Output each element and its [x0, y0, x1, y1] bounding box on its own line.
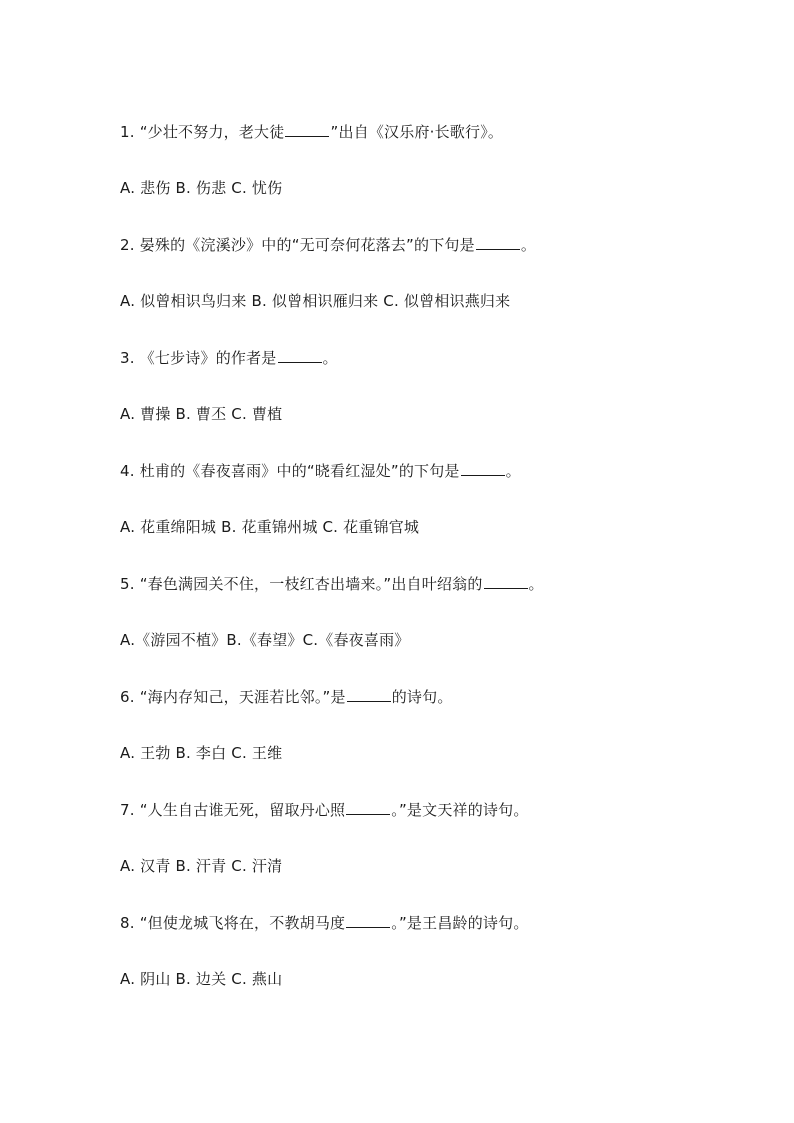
question-text-before: 杜甫的《春夜喜雨》中的“晓看红湿处”的下句是: [139, 462, 460, 480]
options-5: A.《游园不植》B.《春望》C.《春夜喜雨》: [120, 631, 410, 649]
question-text-after: 。: [505, 462, 521, 480]
question-3: [120, 348, 338, 368]
question-text-before: “海内存知己，天涯若比邻。”是: [139, 688, 346, 706]
question-text-before: 晏殊的《浣溪沙》中的“无可奈何花落去”的下句是: [139, 236, 475, 254]
question-text-after: 的诗句。: [391, 688, 453, 706]
question-text-after: 。: [520, 236, 537, 254]
question-number: 8.: [120, 914, 135, 932]
question-number: 4.: [120, 462, 135, 480]
question-6: [120, 687, 453, 707]
answer-blank: [285, 122, 329, 137]
question-number: 3.: [120, 349, 135, 367]
question-text-after: ”出自《汉乐府·长歌行》。: [330, 123, 504, 141]
question-8: [120, 913, 529, 933]
answer-blank: [484, 574, 528, 589]
options-1: A. 悲伤 B. 伤悲 C. 忧伤: [120, 179, 283, 197]
options-2: A. 似曾相识鸟归来 B. 似曾相识雁归来 C. 似曾相识燕归来: [120, 292, 511, 310]
question-number: 5.: [120, 575, 135, 593]
answer-blank: [461, 461, 505, 476]
question-text-before: “但使龙城飞将在，不教胡马度: [139, 914, 346, 932]
question-4: [120, 461, 521, 481]
answer-blank: [278, 348, 322, 363]
question-text-before: “少壮不努力，老大徒: [139, 123, 285, 141]
question-number: 2.: [120, 236, 135, 254]
question-text-before: “人生自古谁无死，留取丹心照: [139, 801, 346, 819]
answer-blank: [346, 800, 390, 815]
question-5: [120, 574, 544, 594]
question-text-after: 。: [528, 575, 544, 593]
question-text-before: 《七步诗》的作者是: [139, 349, 277, 367]
options-8: A. 阴山 B. 边关 C. 燕山: [120, 970, 283, 988]
answer-blank: [347, 687, 391, 702]
question-text-before: “春色满园关不住，一枝红杏出墙来。”出自叶绍翁的: [139, 575, 483, 593]
options-3: A. 曹操 B. 曹丕 C. 曹植: [120, 405, 283, 423]
question-text-after: 。”是王昌龄的诗句。: [391, 914, 529, 932]
answer-blank: [346, 913, 390, 928]
question-1: [120, 122, 503, 142]
answer-blank: [476, 235, 520, 250]
question-number: 6.: [120, 688, 135, 706]
question-text-after: 。: [322, 349, 338, 367]
question-number: 1.: [120, 123, 135, 141]
question-text-after: 。”是文天祥的诗句。: [391, 801, 529, 819]
question-number: 7.: [120, 801, 135, 819]
options-7: A. 汉青 B. 汗青 C. 汗清: [120, 857, 283, 875]
question-2: [120, 235, 536, 255]
options-6: A. 王勃 B. 李白 C. 王维: [120, 744, 283, 762]
options-4: A. 花重绵阳城 B. 花重锦州城 C. 花重锦官城: [120, 518, 420, 536]
question-7: [120, 800, 529, 820]
